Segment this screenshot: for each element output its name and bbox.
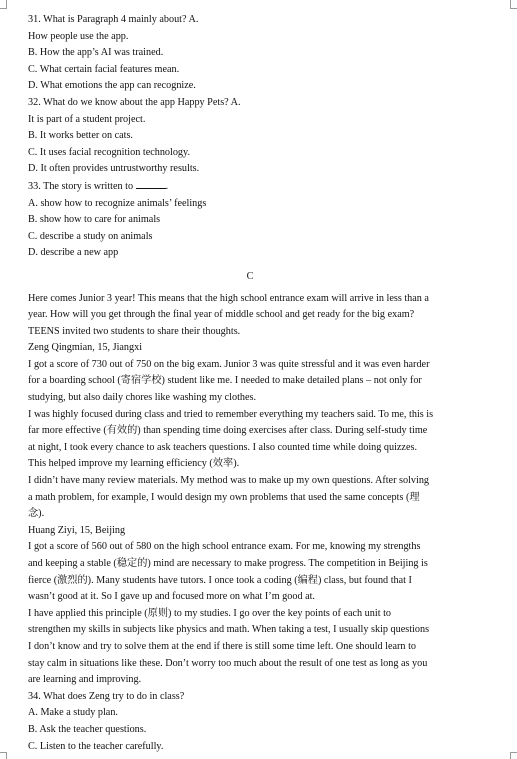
paragraph-line: a math problem, for example, I would design my own problems that used the same concepts (理 xyxy=(28,491,420,503)
paragraph-line: and keeping a stable (稳定的) mind are necessary to make progress. The competition in Beijing is xyxy=(28,558,428,569)
paragraph-line: I have applied this principle (原则) to my studies. I go over the key points of each unit to xyxy=(28,607,391,619)
question-33-option: D. describe a new app xyxy=(28,247,119,259)
paragraph-line: far more effective (有效的) than spending time doing exercises after class. During self-study time xyxy=(28,425,428,437)
paragraph-line: I got a score of 730 out of 750 on the big exam. Junior 3 was quite stressful and it was even harder xyxy=(28,358,430,370)
paragraph-line: strengthen my skills in subjects like physics and math. When taking a test, I usually skip questions xyxy=(28,624,430,636)
paragraph-line: 念). xyxy=(28,508,45,520)
paragraph-line: wasn’t good at it. So I gave up and focused more on what I’m good at. xyxy=(28,591,315,603)
paragraph-line: This helped improve my learning efficiency (效率). xyxy=(28,458,240,470)
crop-mark-bottom-right xyxy=(510,752,517,759)
crop-mark-top-left xyxy=(0,0,7,9)
paragraph-line: at night, I took every chance to ask teachers questions. I also counted time while doing quizzes. xyxy=(28,441,417,453)
paragraph-line: I don’t know and try to solve them at the end if there is still some time left. One should learn to xyxy=(28,640,416,652)
question-33-option: B. show how to care for animals xyxy=(28,214,161,226)
question-31: 31. What is Paragraph 4 mainly about? A. xyxy=(28,14,199,25)
intro-line: Here comes Junior 3 year! This means that the high school entrance exam will arrive in less than a xyxy=(28,292,429,304)
question-32-option: B. It works better on cats. xyxy=(28,130,133,142)
question-34-option: A. Make a study plan. xyxy=(28,707,118,719)
question-31-option: How people use the app. xyxy=(28,30,129,42)
question-34: 34. What does Zeng try to do in class? xyxy=(28,690,185,702)
intro-line: year. How will you get through the final year of middle school and get ready for the big exam? xyxy=(28,309,415,321)
crop-mark-top-right xyxy=(510,0,517,9)
question-33-end: . xyxy=(165,180,169,192)
question-32: 32. What do we know about the app Happy Pets? A. xyxy=(28,96,241,108)
question-31-option: C. What certain facial features mean. xyxy=(28,63,180,75)
paragraph-line: studying, but also daily chores like washing my clothes. xyxy=(28,392,257,404)
question-32-option: C. It uses facial recognition technology. xyxy=(28,146,191,158)
student-name: Zeng Qingmian, 15, Jiangxi xyxy=(28,342,143,354)
paragraph-line: I didn’t have many review materials. My method was to make up my own questions. After solving xyxy=(28,475,430,487)
student-name: Huang Ziyi, 15, Beijing xyxy=(28,524,126,536)
section-heading: C xyxy=(246,270,254,282)
question-32-option: It is part of a student project. xyxy=(28,113,146,125)
question-33-option: C. describe a study on animals xyxy=(28,230,153,242)
question-34-option: B. Ask the teacher questions. xyxy=(28,723,147,735)
paragraph-line: are learning and improving. xyxy=(28,674,142,686)
intro-line: TEENS invited two students to share their thoughts. xyxy=(28,325,241,337)
crop-mark-bottom-left xyxy=(0,752,7,759)
paragraph-line: fierce (激烈的). Many students have tutors. I once took a coding (编程) class, but found that I xyxy=(28,574,412,586)
question-34-option: C. Listen to the teacher carefully. xyxy=(28,740,164,752)
paragraph-line: stay calm in situations like these. Don’t worry too much about the result of one test as long as you xyxy=(28,657,428,669)
question-33-text: 33. The story is written to xyxy=(28,180,134,192)
document-body xyxy=(28,12,472,755)
paragraph-line: for a boarding school (寄宿学校) student like me. I needed to make detailed plans – not only for xyxy=(28,375,422,387)
question-31-option: B. How the app’s AI was trained. xyxy=(28,47,164,59)
question-32-option: D. It often provides untrustworthy results. xyxy=(28,163,200,175)
paragraph-line: I was highly focused during class and tried to remember everything my teachers said. To me, this is xyxy=(28,408,434,420)
question-33 xyxy=(28,178,472,196)
paragraph-line: I got a score of 560 out of 580 on the high school entrance exam. For me, knowing my strengths xyxy=(28,541,421,553)
question-31-option: D. What emotions the app can recognize. xyxy=(28,80,196,92)
answer-blank xyxy=(136,178,166,189)
question-33-option: A. show how to recognize animals’ feelings xyxy=(28,197,207,209)
